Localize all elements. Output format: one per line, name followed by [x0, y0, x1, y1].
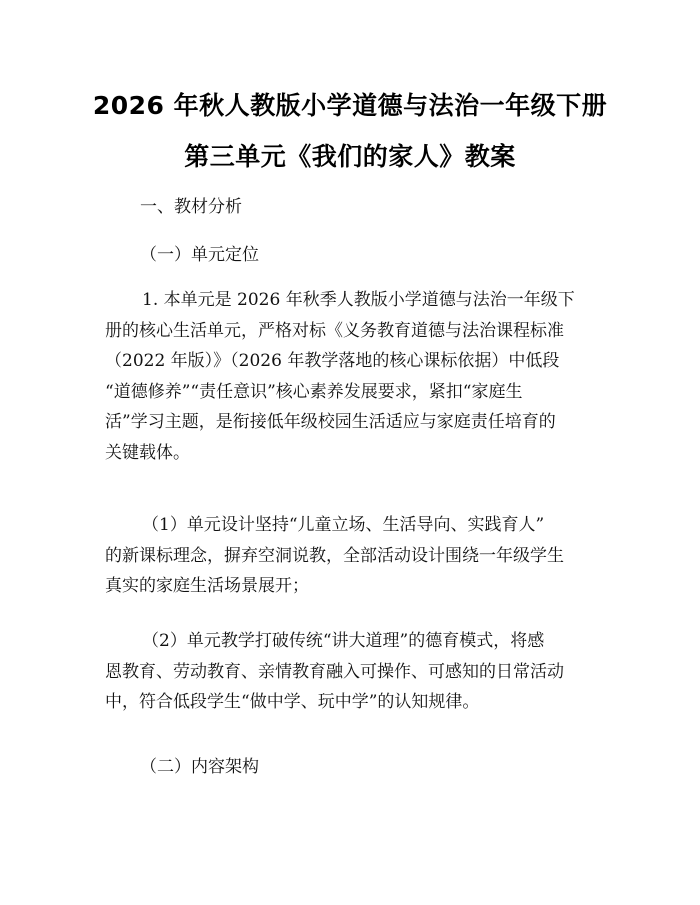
paragraph-line: 恩教育、劳动教育、亲情教育融入可操作、可感知的日常活动 [105, 661, 564, 682]
section-heading-textbook-analysis: 一、教材分析 [140, 197, 242, 217]
paragraph-line: 活”学习主题，是衔接低年级校园生活适应与家庭责任培育的 [105, 412, 556, 432]
paragraph-line: 1. 本单元是 2026 年秋季人教版小学道德与法治一年级下 [142, 290, 575, 310]
paragraph-line: （2022 年版）》（2026 年教学落地的核心课标依据）中低段 [105, 351, 560, 371]
paragraph-line: （2）单元教学打破传统“讲大道理”的德育模式，将感 [142, 631, 545, 651]
paragraph-line: 中，符合低段学生“做中学、玩中学”的认知规律。 [105, 692, 480, 712]
document-title-line-2: 第三单元《我们的家人》教案 [184, 142, 516, 171]
paragraph-line: 关键载体。 [105, 442, 190, 463]
paragraph-design-principle [105, 510, 605, 602]
paragraph-line: （1）单元设计坚持“儿童立场、生活导向、实践育人” [142, 515, 545, 535]
paragraph-teaching-approach [105, 626, 605, 718]
document-title-line-1: 2026 年秋人教版小学道德与法治一年级下册 [92, 91, 608, 120]
paragraph-line: 册的核心生活单元，严格对标《义务教育道德与法治课程标准 [105, 320, 564, 341]
paragraph-line: 真实的家庭生活场景展开； [105, 576, 309, 596]
paragraph-unit-overview [105, 285, 605, 468]
paragraph-line: “道德修养”“责任意识”核心素养发展要求，紧扣“家庭生 [105, 381, 523, 402]
subsection-heading-content-structure: （二）内容架构 [140, 757, 259, 777]
subsection-heading-unit-positioning: （一）单元定位 [140, 245, 259, 265]
paragraph-line: 的新课标理念，摒弃空洞说教，全部活动设计围绕一年级学生 [105, 545, 564, 566]
